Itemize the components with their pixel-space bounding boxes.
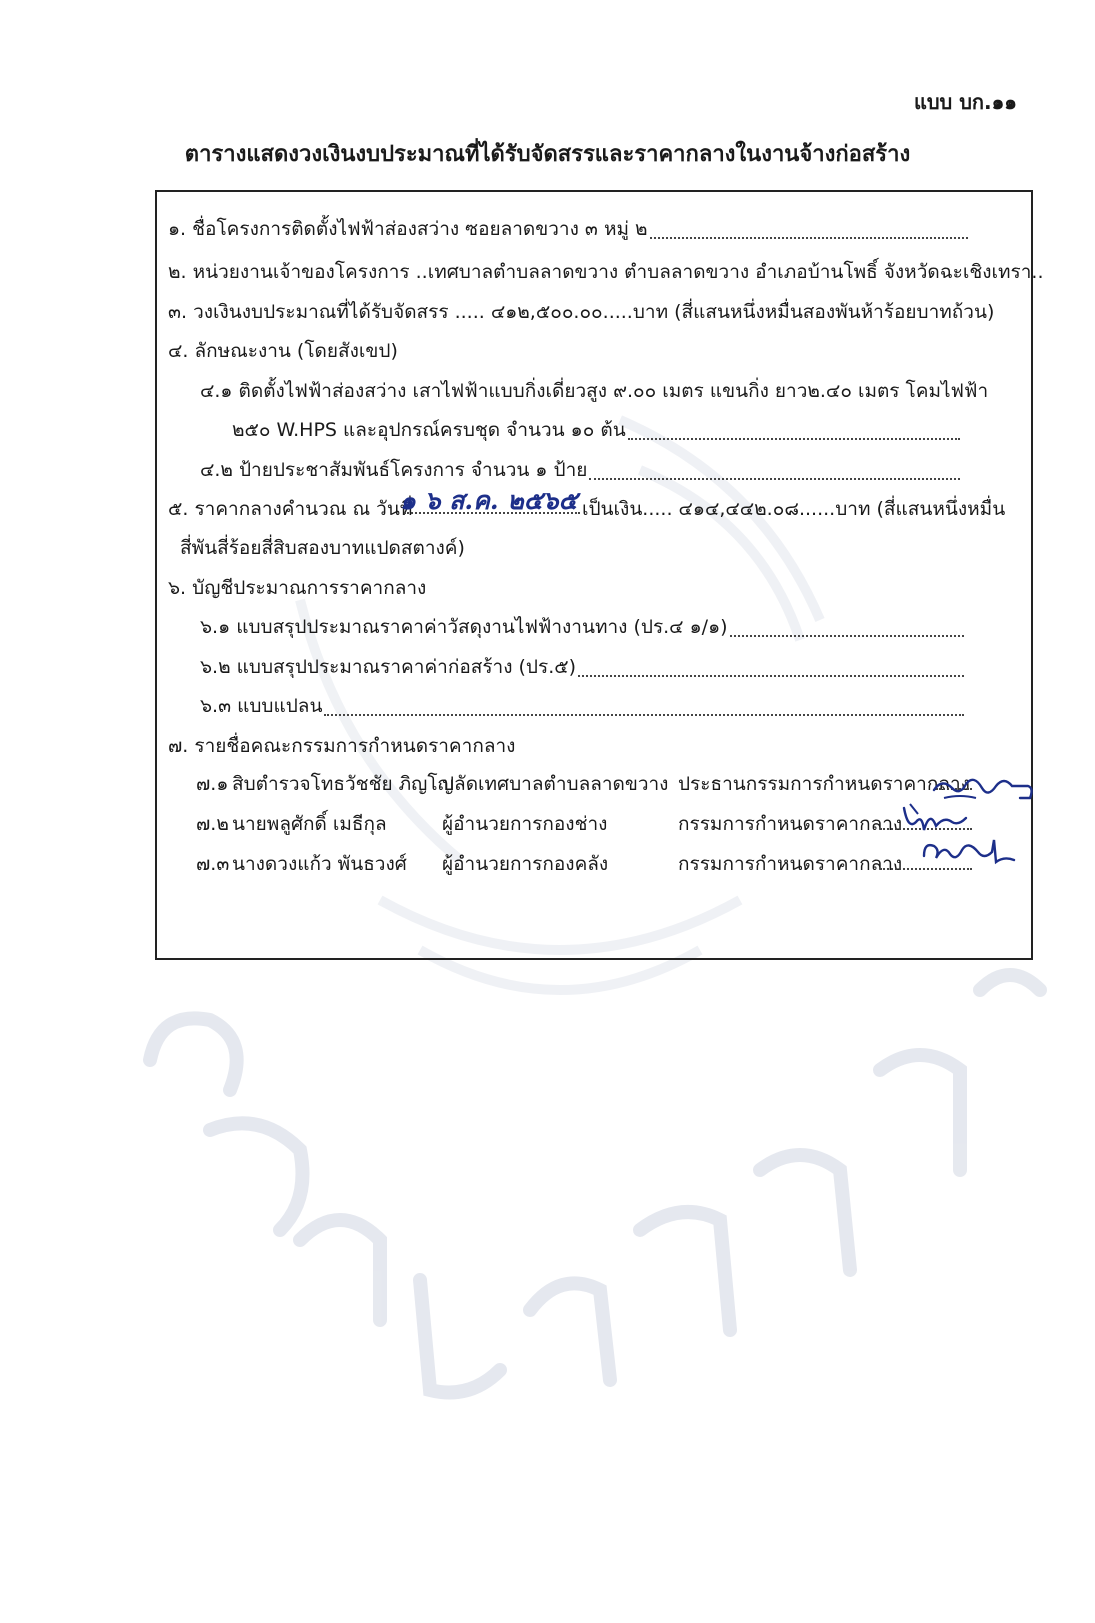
dotted-leader [589,477,960,480]
signature-2 [900,800,970,836]
item-4-1-line-1: ๔.๑ ติดตั้งไฟฟ้าส่องสว่าง เสาไฟฟ้าแบบกิ่งเดี่ยวสูง ๙.๐๐ เมตร แขนกิ่ง ยาว๒.๔๐ เมตร โคมไฟฟ้า [200,380,989,402]
dotted-leader [650,236,968,239]
dotted-leader [730,634,964,637]
item-6-price-estimate: ๖. บัญชีประมาณการราคากลาง [168,577,427,599]
form-code: แบบ บก.๑๑ [913,90,1017,114]
dotted-leader [324,713,964,716]
committee-position: ผู้อำนวยการกองคลัง [442,853,609,875]
committee-role: ประธานกรรมการกำหนดราคากลาง [678,773,970,795]
item-5-amount: เป็นเงิน..... ๔๑๔,๔๔๒.๐๘......บาท (สี่แสนหนึ่งหมื่น [582,498,1006,520]
item-5-amount-words: สี่พันสี่ร้อยสี่สิบสองบาทแปดสตางค์) [180,537,465,559]
signature-3 [918,832,1018,872]
item-2-agency: ๒. หน่วยงานเจ้าของโครงการ ..เทศบาลตำบลลาดขวาง ตำบลลาดขวาง อำเภอบ้านโพธิ์ จังหวัดฉะเชิงเทรา.. [168,261,1044,283]
document-title: ตารางแสดงวงเงินงบประมาณที่ได้รับจัดสรรและราคากลางในงานจ้างก่อสร้าง [184,142,911,167]
committee-role: กรรมการกำหนดราคากลาง [678,853,903,875]
committee-name: นางดวงแก้ว พันธวงศ์ [232,853,407,875]
item-6-2: ๖.๒ แบบสรุปประมาณราคาค่าก่อสร้าง (ปร.๕) [200,652,964,682]
item-4-2: ๔.๒ ป้ายประชาสัมพันธ์โครงการ จำนวน ๑ ป้าย [200,455,960,485]
item-6-1: ๖.๑ แบบสรุปประมาณราคาค่าวัสดุงานไฟฟ้างานทาง (ปร.๔ ๑/๑) [200,612,964,642]
committee-name: นายพลูศักดิ์ เมธีกุล [232,813,387,835]
item-4-1-line-2: ๒๕๐ W.HPS และอุปกรณ์ครบชุด จำนวน ๑๐ ต้น [232,415,960,445]
committee-number: ๗.๓ [196,853,230,875]
item-1-project-name: ๑. ชื่อโครงการติดตั้งไฟฟ้าส่องสว่าง ซอยลาดขวาง ๓ หมู่ ๒ [168,214,968,244]
committee-number: ๗.๒ [196,813,229,835]
item-5-prefix: ๕. ราคากลางคำนวณ ณ วันที่ [168,498,413,520]
item-3-budget: ๓. วงเงินงบประมาณที่ได้รับจัดสรร ..... ๔๑๒,๕๐๐.๐๐.....บาท (สี่แสนหนึ่งหมื่นสองพันห้าร้อยบาทถ้วน) [168,301,995,323]
committee-name: สิบตำรวจโทธวัชชัย ภิญโญ [232,773,454,795]
handwritten-date: ๑ ๖ ส.ค. ๒๕๖๕ [400,486,578,515]
item-7-committee: ๗. รายชื่อคณะกรรมการกำหนดราคากลาง [168,735,516,757]
item-6-3: ๖.๓ แบบแปลน [200,691,964,721]
dotted-leader [628,437,960,440]
committee-number: ๗.๑ [196,773,229,795]
committee-position: ปลัดเทศบาลตำบลลาดขวาง [442,773,669,795]
committee-role: กรรมการกำหนดราคากลาง [678,813,903,835]
dotted-leader [578,674,964,677]
item-4-work-description: ๔. ลักษณะงาน (โดยสังเขป) [168,340,398,362]
committee-position: ผู้อำนวยการกองช่าง [442,813,608,835]
